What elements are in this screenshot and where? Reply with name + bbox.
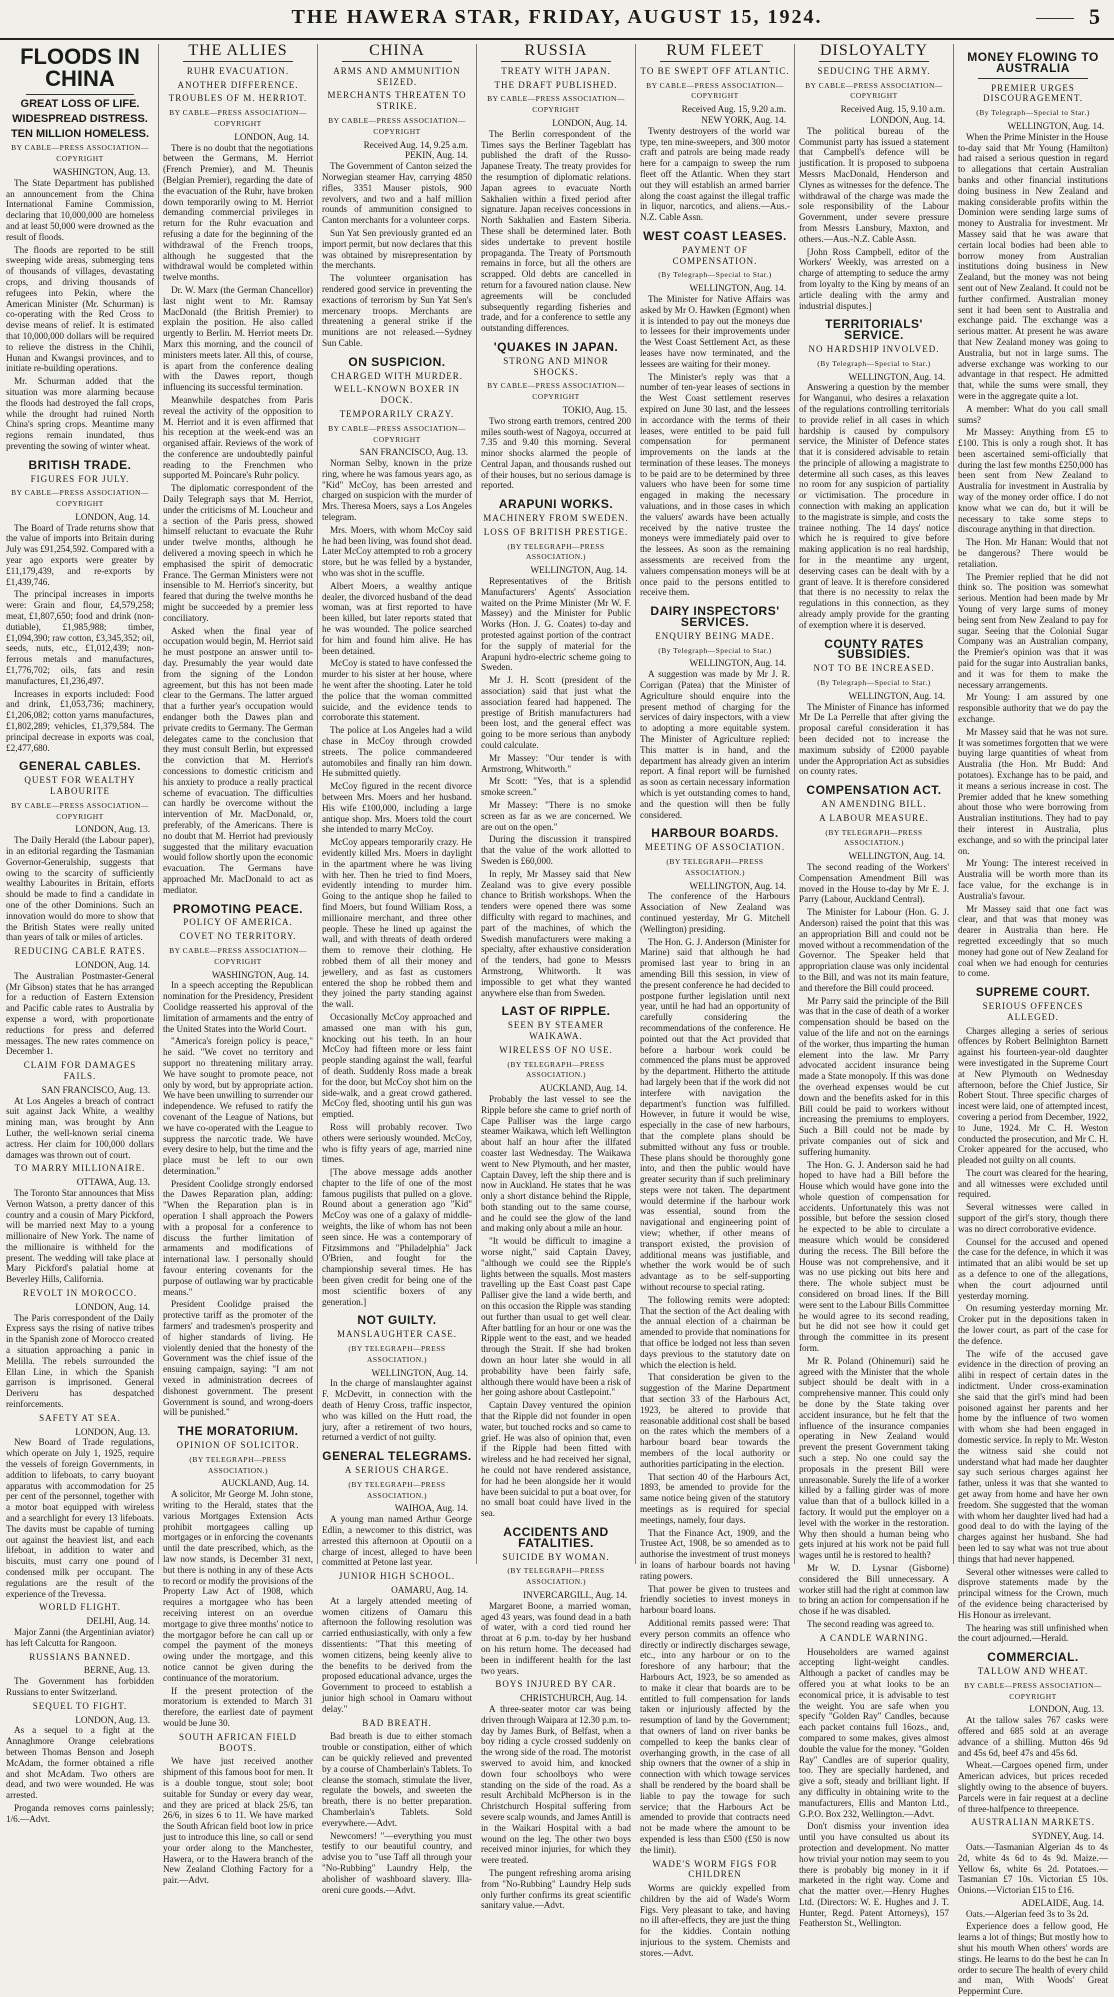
subhead: ENQUIRY BEING MADE. bbox=[655, 630, 775, 641]
credit-line: (By Telegraph—Special to Star.) bbox=[976, 108, 1090, 118]
paragraph: In reply, Mr Massey said that New Zealand was to give every possible chance to British workshops. When the tenders were opened there was some difficulty with regard to machines, and part of the machines, of which the Swedish manufacturers were making a specialty, after exhaustive consideration of the tenders, had gone to Messrs Armstrong, Whitworth. It was impossible to get what they wanted anywhere else than from Sweden. bbox=[481, 868, 631, 998]
dateline: WELLINGTON, Aug. 14. bbox=[530, 565, 627, 576]
advertisement: We have just received another shipment of this famous boot for men. It is a double tongue, stout sole; boot suitable for Sunday or every day wear, and they are priced at black 25/6, tan 26/6, in sizes 6 to 11. We have marked the South African field boot low in price just to introduce this line, so call or send your order along to the Manchester, Hawera, or to the Hawera branch of the New Zealand Clothing Factory for a pair.—Advt. bbox=[163, 1756, 313, 1886]
paragraph: The Minister for Native Affairs was asked by Mr O. Hawken (Egmont) when it is intended to pay out the moneys due to lessees for their improvements under the West Coast Settlement Act, as these leases have now terminated, and the lessees are waiting for their money. bbox=[640, 293, 790, 369]
masthead-rule bbox=[1036, 18, 1074, 19]
paragraph: If the present protection of the moratorium is extended to March 31 therefore, the earliest date of payment would be June 30. bbox=[163, 1685, 313, 1728]
subhead: SEQUEL TO FIGHT. bbox=[32, 1700, 128, 1711]
column-6 bbox=[794, 42, 953, 1929]
advertisement: Householders are warned against accepting light-weight candles. Although a packet of candles may be offered you at what looks to be an economical price, it is advisable to test the weight. You are safe when you specify "Golden Ray" Candles, because each packet contains full 16ozs., and, compared to some makes, gives almost double the value for the money. "Golden Ray" Candles are of superior quality, too. They are specially hardened, and give a soft, steady and brilliant light. If any difficulty in obtaining write to the manufacturers, Ellis and Manton Ltd., G.P.O. Box 232, Wellington.—Advt. bbox=[799, 1646, 949, 1819]
subhead: PAYMENT OF COMPENSATION. bbox=[672, 244, 758, 266]
subhead: JUNIOR HIGH SCHOOL. bbox=[338, 1571, 456, 1582]
paragraph: Several other witnesses were called to disprove statements made by the principal witness for the Crown, much of the evidence being characterised by His Honour as irrelevant. bbox=[958, 1566, 1108, 1620]
paragraph: Oats.—Tasmanian Algerian 4s to 4s 2d, white 4s 6d to 4s 9d. Maize.—Yellow 6s, white 6s 2d. Potatoes.—Tasmanian £7 10s. Victorian £5 10s. Onions.—Victorian £15 to £16. bbox=[958, 1841, 1108, 1896]
credit-line: BY CABLE—PRESS ASSOCIATION—COPYRIGHT bbox=[805, 80, 943, 101]
column-4 bbox=[476, 42, 635, 1911]
paragraph: Margaret Boone, a married woman, aged 43 years, was found dead in a bath of water, with a cord tied round her throat at 6 p.m. to-day by her husband on his return home. The deceased had been in indifferent health for the last two years. bbox=[481, 1600, 631, 1676]
subhead: OPINION OF SOLICITOR. bbox=[176, 1440, 300, 1451]
subhead: WIDESPREAD DISTRESS. bbox=[12, 112, 148, 125]
headline-dairy: DAIRY INSPECTORS' SERVICES. bbox=[650, 604, 780, 630]
headline-harbour: HARBOUR BOARDS. bbox=[651, 826, 779, 841]
paragraph: Counsel for the accused and opened the case for the defence, in which it was intimated that an alibi would be set up as a defence to one of the allegations, when the court adjourned until yesterday morning. bbox=[958, 1236, 1108, 1301]
subhead: A CANDLE WARNING. bbox=[819, 1632, 929, 1643]
paragraph: Mr Scott: "Yes, that is a splendid smoke screen." bbox=[481, 776, 631, 798]
dateline: SYDNEY, Aug. 14. bbox=[1031, 1831, 1104, 1842]
column-5 bbox=[635, 42, 794, 1958]
dateline: SAN FRANCISCO, Aug. 13. bbox=[41, 1084, 150, 1095]
subhead: CLAIM FOR DAMAGES FAILS. bbox=[23, 1060, 137, 1081]
advertisement: The pungent refreshing aroma arising from "No-Rubbing" Laundry Help suds only further confirms its great scientific sanitary value.—Advt. bbox=[481, 1867, 631, 1911]
paragraph: A three-seater motor car was being driven through Waipara at 12.30 p.m. to-day by James Burk, of Belfast, when a boy riding a cycle crossed suddenly on the wrong side of the road. The motorist swerved to avoid him, and knocked down four schoolboys who were standing on the side of the road. As a result Archibald McPherson is in the Christchurch Hospital suffering from severe scalp wounds, and James Antill is in the Waikari Hospital with a bad wound on the leg. The other two boys received minor injuries, for which they were treated. bbox=[481, 1703, 631, 1866]
paragraph: The Board of Trade returns show that the value of imports into Britain during July was £91,254,592. Compared with a year ago exports were greater by £11,179,439, and re-exports by £1,439,746. bbox=[6, 522, 155, 587]
headline-allies: THE ALLIES bbox=[188, 42, 288, 59]
credit-line: (BY TELEGRAPH—PRESS ASSOCIATION.) bbox=[348, 1479, 446, 1500]
advertisement: Worms are quickly expelled from children by the aid of Wade's Worm Figs. Very pleasant to take, and having no ill after-effects, they are just the thing for the kiddies. Contain nothing injurious to the system. Chemists and stores.—Advt. bbox=[640, 1883, 790, 1958]
headline-trade: BRITISH TRADE. bbox=[28, 457, 132, 472]
headline-not-guilty: NOT GUILTY. bbox=[357, 1313, 437, 1328]
subhead: TEMPORARILY CRAZY. bbox=[339, 408, 455, 419]
headline-accidents: ACCIDENTS AND FATALITIES. bbox=[503, 1525, 609, 1550]
subhead: ARMS AND AMMUNITION SEIZED. bbox=[333, 65, 461, 87]
dateline: WASHINGTON, Aug. 14. bbox=[211, 969, 309, 980]
credit-line: BY CABLE—PRESS ASSOCIATION—COPYRIGHT bbox=[328, 423, 466, 444]
subhead: WADE'S WORM FIGS FOR CHILDREN bbox=[652, 1858, 778, 1880]
subhead: BAD BREATH. bbox=[362, 1717, 432, 1728]
paragraph: Mr. Schurman added that the situation was more alarming because the floods had destroyed the fall crops, while the drought had ruined North China's spring crops. Meantime many regions remain inundated, thus preventing the sowing of winter wheat. bbox=[6, 376, 154, 451]
paragraph: Dr. W. Marx (the German Chancellor) last night went to Mr. Ramsay MacDonald (the British Premier) to explain the position. He also called urgently to Berlin. M. Herriot meets Dr. Marx this morning, and the council of ministers meets later. All this, of course, is apart from the conference dealing with the Dawes report, though influencing its successful termination. bbox=[163, 284, 313, 393]
headline-cables: GENERAL CABLES. bbox=[19, 759, 141, 774]
newspaper-title: THE HAWERA STAR, FRIDAY, AUGUST 15, 1924. bbox=[291, 6, 823, 28]
headline-quakes: 'QUAKES IN JAPAN. bbox=[493, 339, 619, 354]
subhead: TALLOW AND WHEAT. bbox=[977, 1665, 1089, 1676]
dateline: SAN FRANCISCO, Aug. 13. bbox=[359, 447, 468, 458]
subhead: STRONG AND MINOR SHOCKS. bbox=[503, 355, 609, 377]
paragraph: The diplomatic correspondent of the Daily Telegraph says that M. Herriot, under the criticisms of M. Loucheur and a section of the Paris press, showed himself reluctant to evacuate the Ruhr under twelve months, although he delivered a moving speech in which he emphasised the spirit of democratic France. The German Ministers were not insensible to M. Herriot's sincerity, but feared that during the twelve months he might be succeeded by a premier less conciliatory. bbox=[163, 483, 313, 623]
paragraph: The floods are reported to be still sweeping wide areas, submerging tens of thousands of villages, devastating crops, and driving thousands of refugees into Pekin, where the American Minister (Mr. Schurman) is co-operating with the Red Cross to devise means of relief. It is estimated that 10,000,000 dollars will be required to relieve the distress in the Chihli, Hunan and Kwangsi provinces, and to initiate re-building operations. bbox=[6, 244, 154, 374]
subhead: AN AMENDING BILL. bbox=[821, 799, 927, 809]
paragraph: The Government of Canton seized the Norwegian steamer Hav, carrying 4850 rifles, 3351 Mauser pistols, 900 revolvers, and two and a half million rounds of ammunition consigned to Canton merchants for a volunteer corps. bbox=[322, 161, 472, 226]
divider bbox=[26, 94, 134, 95]
subhead: SUICIDE BY WOMAN. bbox=[502, 1551, 610, 1562]
paragraph: The police at Los Angeles had a wild chase in McCoy through crowded streets. The police commandeered automobiles and finally ran him down. He submitted quietly. bbox=[322, 725, 472, 779]
paragraph: Representatives of the British Manufacturers' Agents' Association waited on the Prime Minister (Mr W. F. Massey) and the Minister for Public Works (Hon. J. G. Coates) to-day and protested against portion of the contract for the supply of material for the Arapuni hydro-electric scheme going to Sweden. bbox=[481, 576, 631, 673]
dateline: AUCKLAND, Aug. 14. bbox=[221, 1478, 309, 1489]
headline-floods: FLOODS IN CHINA bbox=[20, 44, 140, 91]
paragraph: The principal increases in imports were: Grain and flour, £4,579,258; meat, £1,807,650; food and drink (non-dutiable), £1,985,988; timber, £1,094,390; raw cotton, £3,345,352; oil, seeds, nuts, etc., £1,012,439; non-ferrous metals and manufactures, £1,776,702; oils, fats and resin manufactures, £1,236,497. bbox=[6, 589, 155, 686]
headline-peace: PROMOTING PEACE. bbox=[172, 901, 303, 916]
subhead: WORLD FLIGHT. bbox=[39, 1602, 121, 1613]
dateline: LONDON, Aug. 13. bbox=[75, 1426, 150, 1437]
credit-line: (By Telegraph—Special to Star.) bbox=[658, 645, 772, 655]
subhead: SOUTH AFRICAN FIELD BOOTS. bbox=[178, 1731, 297, 1753]
divider bbox=[342, 61, 452, 62]
dateline: WELLINGTON, Aug. 14. bbox=[689, 658, 786, 669]
dateline: LONDON, Aug. 14. bbox=[75, 1301, 150, 1312]
paragraph: Mrs. Moers, with whom McCoy said he had been living, was found shot dead. Later McCoy attempted to rob a grocery store, but he was felled by a bystander, who was shot in the scuffle. bbox=[322, 524, 472, 579]
paragraph: Mr Massey: "There is no smoke screen as far as we are concerned. We are out on the open." bbox=[481, 800, 631, 832]
paragraph: The Toronto Star announces that Miss Vernon Watson, a pretty dancer of this country and a cousin of Mary Pickford, will be married next May to a young millionaire of New York. The name of the millionaire is withheld for the present. The wedding will take place at Mary Pickford's palatial home at Beverley Hills, California. bbox=[6, 1187, 154, 1285]
subhead: FIGURES FOR JULY. bbox=[30, 473, 130, 484]
masthead bbox=[0, 0, 1114, 40]
credit-line: (By Telegraph—Special to Star.) bbox=[658, 270, 772, 280]
dateline: DELHI, Aug. 14. bbox=[86, 1616, 150, 1627]
subhead: WIRELESS OF NO USE. bbox=[499, 1044, 613, 1055]
dateline: NEW YORK, Aug. 14. bbox=[701, 114, 786, 125]
column-7 bbox=[953, 44, 1112, 1997]
paragraph: Additional remits passed were: That every person commits an offence who directly or indirectly discharges sewage, etc., into any harbour or on to the foreshore of any harbour; that the Harbours Act, 1923, be so amended as to make it clear that boards are to be entitled to full compensation for lands taken or injuriously affected by the resumption of land by the Government; that owners of land on river banks be compelled to keep the banks clear of overhanging growth, in the case of all ship owners that the owner of a ship in connection with which towage services shall be rendered by the board shall be liable to pay the towage for such service; that the Harbours Act be amended to provide that contracts need not be made where the amount to be expended is less than £500 (£50 is now the limit). bbox=[640, 1617, 790, 1855]
headline-commercial: COMMERCIAL. bbox=[987, 1650, 1079, 1665]
dateline: WELLINGTON, Aug. 14. bbox=[689, 283, 786, 294]
subhead: MACHINERY FROM SWEDEN. bbox=[483, 513, 629, 524]
headline-telegrams: GENERAL TELEGRAMS. bbox=[322, 1449, 472, 1464]
credit-line: BY CABLE—PRESS ASSOCIATION—COPYRIGHT bbox=[487, 94, 625, 115]
dateline: LONDON, Aug. 13. bbox=[75, 1714, 150, 1725]
headline-county-rates: COUNTY RATES SUBSIDIES. bbox=[824, 636, 924, 662]
dateline: ADELAIDE, Aug. 14. bbox=[1021, 1897, 1104, 1908]
paragraph: The following remits were adopted: That the section of the Act dealing with the annual election of a chairman be amended to provide that nominations for that office be lodged not less than seven days previous to the statutory date on which the election is held. bbox=[640, 1294, 790, 1370]
subhead: ANOTHER DIFFERENCE. bbox=[177, 79, 299, 90]
dateline: LONDON, Aug. 14. bbox=[75, 511, 150, 522]
dateline: WELLINGTON, Aug. 14. bbox=[689, 880, 786, 891]
subhead: TO MARRY MILLIONAIRE. bbox=[14, 1163, 146, 1174]
credit-line: BY CABLE—PRESS ASSOCIATION—COPYRIGHT bbox=[487, 381, 625, 402]
paragraph: Mr Massey: Anything from £5 to £100. This is only a rough shot. It has been ascertained semi-officially that during the last few months £250,000 has been sent from New Zealand to Australia for investment in Australia by way of the money order office. I do not know what we can do, but it will be necessary to take some steps to discourage anything in that direction. bbox=[958, 427, 1108, 535]
dateline: LONDON, Aug. 13. bbox=[75, 824, 150, 835]
credit-line: BY CABLE—PRESS ASSOCIATION—COPYRIGHT bbox=[964, 1680, 1102, 1701]
paragraph: At a largely attended meeting of women citizens of Oamaru this afternoon the following resolution was carried enthusiastically, with only a few dissentients: "That this meeting of women citizens, being keenly alive to the benefits to be derived from the proposed educational advance, urges the Government to proceed to establish a junior high school in Oamaru without delay." bbox=[322, 1595, 472, 1714]
column-1 bbox=[2, 44, 158, 1824]
paragraph: There is no doubt that the negotiations between the Germans, M. Herriot (French Premier), and M. Theunis (Belgian Premier), regarding the date of the evacuation of the Ruhr, have broken down temporarily owing to M. Herriot demanding commercial privileges in return for the Ruhr evacuation and refusing a date for the beginning of the withdrawal of the French troops, although he suggested that the withdrawal would be completed within twelve months. bbox=[163, 142, 313, 283]
column-3 bbox=[317, 42, 476, 1895]
column-2 bbox=[158, 42, 317, 1886]
paragraph: The political bureau of the Communist party has issued a statement that Campbell's defence will be justification. It is proposed to subpoena Messrs MacDonald, Henderson and Clynes as witnesses for the defence. The withdrawal of the charge was made the sole responsibility of the Labour Government, under severe pressure from Messrs Lansbury, Maxton, and others.—Aus.-N.Z. Cable Assn. bbox=[799, 125, 949, 244]
headline-rum-fleet: RUM FLEET bbox=[666, 42, 764, 59]
subhead: TREATY WITH JAPAN. bbox=[501, 65, 611, 76]
paragraph: Several witnesses were called in support of the girl's story, though there was no direct corroborative evidence. bbox=[958, 1202, 1108, 1234]
divider bbox=[660, 61, 770, 62]
subhead: REDUCING CABLE RATES. bbox=[14, 946, 146, 957]
paragraph: At Los Angeles a breach of contract suit against Jack White, a wealthy mining man, was brought by Ann Luther, the well-known serial cinema actress. Her claim for 100,000 dollars damages was thrown out of court. bbox=[6, 1095, 154, 1160]
headline-arapuni: ARAPUNI WORKS. bbox=[498, 497, 614, 512]
paragraph: Mr Massey said that he was not sure. It was sometimes forgotten that we were buying large quantities of wheat from Australia (the Hon. Mr Budd: And potatoes). Exchange has to be paid, and it means a serious increase in cost. The Premier added that he knew something about those who were borrowing from Australian institutions. They had to pay their interest in Australia, plus exchange, and so with the principal later on. bbox=[958, 726, 1108, 856]
paragraph: [John Ross Campbell, editor of the Workers' Weekly, was arrested on a charge of attempting to seduce the army from loyalty to the King by means of an article dealing with the army and industrial disputes.] bbox=[799, 246, 949, 311]
paragraph: Mr Young: I am assured by one responsible authority that we do pay the exchange. bbox=[958, 692, 1108, 725]
paragraph: The volunteer organisation has rendered good service in preventing the exactions of terrorism by Sun Yat Sen's mercenary troops. Merchants are threatening a general strike if the munitions are not released.—Sydney Sun Cable. bbox=[322, 273, 472, 348]
headline-china: CHINA bbox=[369, 42, 425, 59]
subhead: MANSLAUGHTER CASE. bbox=[336, 1329, 457, 1340]
credit-line: (BY TELEGRAPH—PRESS ASSOCIATION.) bbox=[348, 1344, 446, 1364]
advertisement: Bad breath is due to either stomach trouble or constipation, either of which can be quickly relieved and prevented by a course of Chamberlain's Tablets. To cleanse the stomach, stimulate the liver, regulate the bowels, and sweeten the breath, there is no better preparation. Chamberlain's Tablets. Sold everywhere.—Advt. bbox=[322, 1731, 472, 1828]
dateline: LONDON, Aug. 14. bbox=[552, 117, 627, 128]
dateline: LONDON, Aug. 14. bbox=[234, 131, 309, 142]
headline-disloyalty: DISLOYALTY bbox=[819, 42, 929, 59]
paragraph: Mr J. H. Scott (president of the association) said that just what the association feared had happened. The prestige of British manufacturers had been lost, and the general effect was going to be more serious than anybody could calculate. bbox=[481, 675, 631, 751]
paragraph: The Minister's reply was that a number of ten-year leases of sections in the West Coast settlement reserves expired on June 30 last, and the lessees in accordance with the terms of their leases, were entitled to be paid full compensation for permanent improvements on the lands at the termination of these leases. The moneys to be paid are to be determined by three valuers who have been for some time engaged in making the necessary valuations, and in those cases in which the valuers' awards have been actually received by the native trustee the moneys were immediately paid over to the lessees. As soon as the remaining assessments are received from the valuers compensation moneys will be at once paid to the persons entitled to receive them. bbox=[640, 371, 790, 598]
credit-line: (By Telegraph—Special to Star.) bbox=[817, 678, 931, 688]
paragraph: Mr Young: The interest received in Australia will be worth more than its face value, for the exchange is in Australia's favour. bbox=[958, 858, 1108, 901]
paragraph: Sun Yat Sen previously granted ed an import permit, but now declares that this was obtained by misrepresentation by the merchants. bbox=[322, 227, 472, 271]
divider bbox=[183, 61, 293, 62]
paragraph: That consideration be given to the suggestion of the Marine Department that section 33 of the Harbours Act, 1923, be altered to provide that reasonable additional cost shall be based on the rates which the members of a harbour board bear towards the members of the local authority or authorities participating in the election. bbox=[640, 1372, 790, 1469]
paragraph: A young man named Arthur George Edlin, a newcomer to this district, was arrested this afternoon at Opoutii on a charge of incest, alleged to have been committed at Petone last year. bbox=[322, 1514, 472, 1568]
paragraph: Occasionally McCoy approached and amassed one man with his gun, knocking out his teeth. In an hour McCoy had fifteen more or less faint people standing against the wall, fearful of death. Suddenly Ross made a break for the door, but McCoy shot him on the side-walk, and a great crowd gathered. McCoy fled, shooting until his gun was emptied. bbox=[322, 1011, 472, 1120]
credit-line: BY CABLE—PRESS ASSOCIATION—COPYRIGHT bbox=[169, 108, 307, 128]
advertisement: Proganda removes corns painlessly; 1/6.—Advt. bbox=[6, 1802, 154, 1824]
paragraph: Mr W. D. Lysnar (Gisborne) considered the Bill unnecessary. A worker still had the right at common law to bring an action for compensation if he chose if he was disabled. bbox=[799, 1562, 949, 1617]
headline-territorials: TERRITORIALS' SERVICE. bbox=[825, 317, 923, 343]
dateline: LONDON, Aug. 14. bbox=[75, 959, 150, 970]
paragraph: Two strong earth tremors, centred 200 miles south-west of Nagoya, occurred at 7.35 and 9.40 this morning. Several minor shocks alarmed the people of Central Japan, and thousands rushed out of their houses, but no serious damage is reported. bbox=[481, 415, 631, 491]
received-line: Received Aug. 15, 9.20 a.m. bbox=[681, 104, 786, 115]
paragraph: Probably the last vessel to see the Ripple before she came to grief north of Cape Palliser was the large cargo steamer Waikawa, which left Wellington about half an hour after the illfated coaster last Wednesday. The Waikawa went to New Plymouth, and her master, Captain Davey, left the ship there and is now in Auckland. He states that he was only a short distance behind the Ripple, both standing out to the same course, and he could see the glow of the land and making only about a mile an hour. bbox=[481, 1093, 631, 1234]
paragraph: The second reading was agreed to. bbox=[807, 1618, 935, 1629]
dateline: LONDON, Aug. 13. bbox=[1029, 1704, 1104, 1715]
credit-line: BY CABLE—PRESS ASSOCIATION—COPYRIGHT bbox=[11, 488, 149, 509]
paragraph: The Berlin correspondent of the Times says the Berliner Tageblatt has published the draft of the Russo-Japanese Treaty. The treaty provides for the resumption of diplomatic relations. Japan agrees to evacuate North Sakhalien within a fixed period after signature. Japan receives concessions in North Sakhalien and Eastern Siberia. These shall be determined later. Both sides undertake to prevent hostile propaganda. The Treaty of Portsmouth remains in force, but all the others are scrapped. Old debts are cancelled in return for a favoured nation clause. New agreements will be concluded subsequently regarding fisheries and trade, and for a conference to settle any outstanding differences. bbox=[481, 128, 631, 334]
credit-line: BY CABLE—PRESS ASSOCIATION—COPYRIGHT bbox=[169, 945, 307, 966]
paragraph: At the tallow sales 767 casks were offered and 685 sold at an average advance of a shilling. Mutton 46s 9d and 45s 6d, beef 47s and 45s 6d. bbox=[958, 1715, 1108, 1758]
paragraph: Asked when the final year of occupation would begin, M. Herriot said he must postpone an answer until to-day. Presumably the year would date from the signing of the London agreement, but this has not been made clear to the Germans. The latter argued that a further year's occupation would endanger both the Dawes plan and private credits to Germany. The German delegates came to the conclusion that they must consult Berlin, but expressed the conviction that M. Herriot's concessions to domestic criticism and his anxiety to produce a really practical scheme of evacuation. The difficulties can hardly be overcome without the intervention of Mr. MacDonald, or, preferably, of the Americans. There is no doubt that M. Herriot had previously suggested that the military evacuation would follow shortly upon the economic evacuation. The Germans have approached Mr. MacDonald to act as mediator. bbox=[163, 625, 313, 895]
dateline: WELLINGTON, Aug. 14. bbox=[371, 1367, 468, 1378]
paragraph: The Minister for Labour (Hon. G. J. Anderson) raised the point that this was an appropriation Bill and could not be moved without a recommendation of the Governor. The Speaker held that appropriation clause was only incidental to the Bill, and was not its main feature, and therefore the Bill could proceed. bbox=[799, 907, 949, 993]
subhead: GREAT LOSS OF LIFE. bbox=[20, 98, 140, 110]
subhead: SEDUCING THE ARMY. bbox=[817, 65, 931, 76]
columns bbox=[2, 42, 1112, 1997]
paragraph: A solicitor, Mr George M. John stone, writing to the Herald, states that the various Mortgages Extension Acts prohibit mortgagees calling up mortgages or in enforcing the covenants until the date prescribed, which, as the law now stands, is December 31 next, but there is nothing in any of these Acts to record or modify the provisions of the Property Law Act of 1908, which requires a mortgagee who has been receiving interest on an overdue mortgage to give three months' notice to the mortgagor before he can call up or compel the payment of the moneys owing under the mortgage, and this notice cannot be given during the continuance of the moratorium. bbox=[163, 1489, 313, 1683]
paragraph: When the Prime Minister in the House to-day said that Mr Young (Hamilton) had raised a serious question in regard to allegations that certain Australian banks and other financial institutions doing business in New Zealand and making considerable profits within the Dominion were sending large sums of money to Australia for investment. Mr Massey said that he was aware that certain local bodies had been able to borrow money from Australian institutions doing business in New Zealand, but the money was not being sent out of New Zealand. It could not be further confirmed. Australian money sent it had been sent to Australia and exchange paid. The exchange was a serious matter. At present he was aware that New Zealand money was going to Australia, but not in large sums. The adverse exchange was working to our advantage in that respect. He admitted that, while the sums were small, they were in the aggregate quite a lot. bbox=[958, 131, 1108, 401]
paragraph: Answering a question by the member for Wanganui, who desires a relaxation of the regulations controlling territorials to provide relief in all cases in which hardship is caused by compulsory service, the Minister of Defence states that it is considered advisable to retain the principle of allowing a magistrate to determine all such cases, as this leaves no room for any suspicion of partiality or victimisation. The procedure in connection with making an application to the magistrate is simple, and costs the trainee nothing. The 14 days' notice which he is required to give before making application is no real hardship, for in the meantime any urgent, deserving cases can be dealt with by a grant of leave. It is therefore considered that there is no necessity to relax the regulations in this connection, as they already amply provide for the granting of exemption where it is deserved. bbox=[799, 382, 949, 630]
subhead: NO HARDSHIP INVOLVED. bbox=[808, 343, 940, 354]
paragraph: Captain Davey ventured the opinion that the Ripple did not founder in open water, but touched rocks and so came to grief. He was also of opinion that, even if the Ripple had been fitted with wireless and he had received her signal, he could not have rendered assistance, for had he been alongside her it would have been suicidal to put a boat over, for no small boat could have lived in the sea. bbox=[481, 1400, 631, 1519]
subhead: POLICY OF AMERICA. bbox=[183, 917, 293, 928]
paragraph: Meanwhile despatches from Paris reveal the activity of the opposition to M. Herriot and it is even affirmed that his reception at the week-end was an organised affair. Reviews of the work of the conference are undoubtedly painful reading to the Frenchmen who supported M. Poincare's Ruhr policy. bbox=[163, 394, 313, 481]
headline-russia: RUSSIA bbox=[524, 42, 588, 59]
dateline: WELLINGTON, Aug. 14. bbox=[848, 371, 945, 382]
subhead: QUEST FOR WEALTHY LABOURITE bbox=[24, 775, 136, 797]
subhead: NOT TO BE INCREASED. bbox=[813, 663, 935, 674]
paragraph: The Hon. Mr Hanan: Would that not be dangerous? There would be retaliation. bbox=[958, 537, 1108, 569]
dateline: AUCKLAND, Aug. 14. bbox=[539, 1083, 627, 1094]
paragraph: During the discussion it transpired that the value of the work allotted to Sweden is £60,000. bbox=[481, 834, 631, 866]
paragraph: Increases in exports included: Food and drink, £1,053,736; machinery, £1,206,082; cotton yarns manufactures, £1,802,289; vehicles, £1,379,584. The principal decrease in exports was coal, £2,477,680. bbox=[6, 688, 154, 753]
subhead: SEEN BY STEAMER WAIKAWA. bbox=[507, 1020, 605, 1041]
paragraph: That power be given to trustees and friendly societies to invest moneys in harbour board loans. bbox=[640, 1583, 790, 1616]
paragraph: The Paris correspondent of the Daily Express says the rising of native tribes in the Spanish zone of Morocco created a situation approaching a panic in Melilla. The rebels surrounded the Ellan Line, in which the Spanish garrison is imprisoned. General Deriveru has despatched reinforcements. bbox=[6, 1312, 154, 1410]
credit-line: (BY TELEGRAPH—PRESS ASSOCIATION.) bbox=[507, 1059, 605, 1080]
credit-line: BY CABLE—PRESS ASSOCIATION—COPYRIGHT bbox=[11, 143, 149, 164]
subhead: RUHR EVACUATION. bbox=[186, 65, 290, 76]
subhead: PREMIER URGES DISCOURAGEMENT. bbox=[982, 82, 1084, 104]
headline-money: MONEY FLOWING TO AUSTRALIA bbox=[967, 50, 1099, 75]
credit-line: (BY TELEGRAPH—PRESS ASSOCIATION.) bbox=[189, 1454, 287, 1475]
paragraph: Mr Parry said the principle of the Bill was that in the case of death of a worker compensation should be based on the value of the life and not on the earnings of the worker, thus imparting the human element into the law. Mr Parry advocated accident insurance being made a State monopoly. If this was done the overhead expenses would be cut down and the benefits asked for in this Bill could be paid to workers without increasing the premiums to employers. Such a Bill could not be made by private companies out of sick and suffering humanity. bbox=[799, 995, 949, 1157]
paragraph: The State Department has published an announcement from the China International Famine Commission, declaring that 10,000,000 are homeless and at least 50,000 were drowned as the result of floods. bbox=[6, 177, 154, 242]
paragraph: A suggestion was made by Mr J. R. Corrigan (Patea) that the Minister of Agriculture should enquire into the present method of charging for the services of dairy inspectors, with a view to adopting a more equitable system. The Minister of Agriculture replied: This matter is in hand, and the department has already given an interim report. A final report will be furnished as soon as certain necessary information which is yet outstanding comes to hand, and the question will then be fully considered. bbox=[640, 669, 790, 820]
paragraph: Mr Massey said that one fact was clear, and that was that money was dearer in Australia than here. He regretted exceedingly that so much money had gone out of New Zealand for coal when we had enough for centuries to come. bbox=[958, 903, 1108, 979]
paragraph: Mr R. Poland (Ohinemuri) said he agreed with the Minister that the whole subject should be dealt with in a comprehensive manner. This could only be done by the State taking over accident insurance, but he felt that the influence of the insurance companies operating in New Zealand would prevent the present Government taking such a step. No one could say the proposals in the present Bill were unreasonable. Surely the life of a worker killed by a falling girder was of more value than that of a bullock killed in a factory. It would put the employer on a level with the worker in the restoration. Why then should a human being who gets injured at his work not be paid full wages until he is restored to health? bbox=[799, 1355, 949, 1561]
credit-line: (BY TELEGRAPH—PRESS ASSOCIATION.) bbox=[666, 856, 764, 877]
dateline: WELLINGTON, Aug. 14. bbox=[848, 851, 945, 862]
dateline: CHRISTCHURCH, Aug. 14. bbox=[520, 1693, 627, 1704]
paragraph: Ross will probably recover. Two others were seriously wounded. McCoy, who is fifty years of age, married nine times. bbox=[322, 1121, 472, 1165]
paragraph: The conference of the Harbours Association of New Zealand was continued yesterday, Mr G. Mitchell (Wellington) presiding. bbox=[640, 891, 790, 934]
paragraph: The Premier replied that he did not think so. The position was somewhat serious. Mention had been made by Mr Young of very large sums of money being sent from New Zealand to pay for sugar. Seeing that the Colonial Sugar Company was an Australian company, the Premier's opinion was that it was paid for the sugar into Australian banks, and it was for them to make the necessary arrangements. bbox=[958, 571, 1108, 690]
paragraph: McCoy is stated to have confessed the murder to his sister at her house, where he went after the shooting. Later he told the police that the woman committed suicide, and the evidence tends to corroborate this statement. bbox=[322, 658, 472, 723]
dateline: WELLINGTON, Aug. 14. bbox=[1007, 120, 1104, 131]
paragraph: The Hon. G. J. Anderson said he had hoped to have had a Bill before the House which would have gone into the whole question of compensation for accidents. Unfortunately this was not possible, but before the session closed he expected to be able to circulate a measure which would be considered during the recess. The Bill before the House was not comprehensive, and it was no use picking out bits here and there. The whole subject must be considered on broad lines. If the Bill were sent to the Labour Bills Committee he would agree to its second reading, but he did not see how it could get through the committee in its present form. bbox=[799, 1159, 949, 1354]
subhead: TEN MILLION HOMELESS. bbox=[10, 127, 150, 140]
paragraph: "America's foreign policy is peace," he said. "We covet no territory and support no threatening military array. We have sought to promote peace, not only by word, but by appropriate action. We have been unwilling to surrender our independence. We refused to ratify the covenant of the League of Nations, but we have co-operated with the League to suppress the narcotic trade. We have every desire to help, but the time and the place must be left to our own determination." bbox=[163, 1036, 313, 1176]
paragraph: President Coolidge praised the protective tariff as the promoter of the farmers' and tradesmen's prosperity and of higher standards of living. He violently denied that the honesty of the Government was the chief issue of the ensuing campaign, saying: "I am not vexed in administration decrees of dishonest government. The present Government is sound, and wrong-doers will be punished." bbox=[163, 1299, 313, 1418]
credit-line: BY CABLE—PRESS ASSOCIATION—COPYRIGHT bbox=[646, 80, 784, 101]
advertisement: Experience does a fellow good, He learns a lot of things; But mostly how to shut his mouth When others' words are stings. He learns to do the best he can In order to secure The health of every child and man, With Woods' Great Peppermint Cure. bbox=[958, 1921, 1108, 1997]
subhead: LOSS OF BRITISH PRESTIGE. bbox=[483, 526, 629, 537]
paragraph: Twenty destroyers of the world war type, ten mine-sweepers, and 300 motor craft and patrols are being made ready here for a campaign to sweep the rum fleet off the Atlantic. When they start out they will establish an armed barrier along the coast against the illegal traffic in liquor, narcotics, and aliens.—Aus.-N.Z. Cable Assn. bbox=[640, 125, 790, 223]
subhead: SERIOUS OFFENCES ALLEGED. bbox=[982, 1000, 1084, 1022]
paragraph: The Daily Herald (the Labour paper), in an editorial regarding the Tasmanian Governor-Generalship, suggests that owing to the scarcity of sufficiently wealthy Labourites in Britain, efforts should be made to find a candidate in one of the other Dominions. Such an innovation would do more to show that the British States were really united than years of talk or miles of articles. bbox=[6, 835, 154, 943]
paragraph: President Coolidge strongly endorsed the Dawes Reparation plan, adding: "When the Reparation plan is in operation I shall approach the Powers with a proposal for a conference to discuss the further limitation of armaments and modifications of international law. I personally should favour entering covenants for the purpose of outlawing war by practicable means." bbox=[163, 1178, 313, 1297]
paragraph: In the charge of manslaughter against F. McDevitt, in connection with the death of Henry Cross, traffic inspector, who was killed on the Hutt road, the jury, after a retirement of two hours, returned a verdict of not guilty. bbox=[322, 1378, 472, 1443]
paragraph: Charges alleging a series of serious offences by Robert Bellnighton Barnett against his fourteen-year-old daughter were investigated in the Supreme Court at New Plymouth on Wednesday afternoon, before the Chief Justice, Sir Robert Stout. Three specific charges of incest were laid, one of attempted incest, covering a period from December, 1922, to June, 1924. Mr C. H. Weston conducted the prosecution, and Mr C. H. Croker appeared for the accused, who pleaded not guilty on all counts. bbox=[958, 1025, 1109, 1166]
paragraph: Albert Moers, a wealthy antique dealer, the divorced husband of the dead woman, was at first reported to have been killed, but later reports stated that he was wounded. The police searched for him and found him alive. He has been detained. bbox=[322, 580, 472, 656]
dateline: OTTAWA, Aug. 13. bbox=[76, 1177, 150, 1188]
paragraph: The Hon. G. J. Anderson (Minister for Marine) said that although he had promised last year to bring in an amending Bill this session, in view of the present conference he had decided to postpone further legislation until next year, until he had had an opportunity of carefully considering the recommendations of the conference. He pointed out that the Act provided that before a harbour work could be commenced the plans must be approved by the department. Hitherto the attitude had largely been that if the work did not interfere with navigation the department's function was fulfilled. However, in future it would be wise, especially in the case of new harbours, that the complete plans should be submitted without any fuss or trouble. These plans should be thoroughly gone into, and then the public would have greater security than if such preliminary steps were not taken. The department would determine if the harbour work was essential, sound from the navigational and engineering point of view; whether, if other means of transport existed, the provision of additional means was justifiable, and whether the work would be of such advantage as to be self-supporting without recourse to special rating. bbox=[640, 936, 790, 1293]
headline-ripple: LAST OF RIPPLE. bbox=[501, 1004, 611, 1019]
dateline: LONDON, Aug. 14. bbox=[870, 114, 945, 125]
dateline: PEKIN, Aug. 14. bbox=[404, 150, 468, 161]
paragraph: New Board of Trade regulations, which operate on July 1, 1925, require the vessels of foreign Governments, in addition to lifeboats, to carry buoyant apparatus with accommodation for 25 per cent of the personnel, together with a motor boat equipped with wireless and a searchlight for every 13 lifeboats. The davits must be capable of turning out against the heaviest list, and each lifeboat, in addition to water and biscuits, must carry one pound of condensed milk per occupant. The regulations are the result of the experience of the Trevessa. bbox=[6, 1437, 154, 1599]
received-line: Received Aug. 15, 9.10 a.m. bbox=[840, 104, 945, 115]
headline-compensation: COMPENSATION ACT. bbox=[806, 783, 942, 798]
paragraph: The hearing was still unfinished when the court adjourned.—Herald. bbox=[958, 1622, 1108, 1644]
credit-line: (BY TELEGRAPH—PRESS ASSOCIATION.) bbox=[507, 1566, 605, 1587]
paragraph: The Australian Postmaster-General (Mr Gibson) states that he has arranged for a reduction of Eastern Extension and Pacific cable rates to Australia by expense a word, with proportionate reductions for press and deferred messages. The new rates commence on December 1. bbox=[6, 970, 154, 1057]
dateline: OAMARU, Aug. 14. bbox=[391, 1584, 468, 1595]
subhead: AUSTRALIAN MARKETS. bbox=[970, 1817, 1095, 1828]
headline-moratorium: THE MORATORIUM. bbox=[177, 1424, 299, 1439]
page-number: 5 bbox=[1089, 4, 1100, 29]
credit-line: (By Telegraph—Special to Star.) bbox=[817, 358, 931, 368]
credit-line: BY CABLE—PRESS ASSOCIATION—COPYRIGHT bbox=[11, 800, 149, 821]
paragraph: Major Zanni (the Argentinian aviator) has left Calcutta for Rangoon. bbox=[6, 1626, 154, 1648]
divider bbox=[501, 61, 611, 62]
paragraph: In a speech accepting the Republican nomination for the Presidency, President Coolidge reasserted his approval of the limitation of armaments and the entry of the United States into the World Court. bbox=[163, 980, 313, 1034]
paragraph: The Minister of Finance has informed Mr De La Perrelle that after giving the proposal careful consideration it has been decided not to increase the maximum subsidy of £2000 payable under the Appropriation Act as subsidies on county rates. bbox=[799, 701, 949, 777]
subhead: THE DRAFT PUBLISHED. bbox=[494, 79, 618, 90]
advertisement: Don't dismiss your invention idea until you have consulted us about its protection and development. No matter how trivial your notion may seem to you there is probably big money in it if marketed in the right way. Come and chat the matter over.—Henry Hughes Ltd. (Directors: W. E. Hughes and J. T. Hunter, Regd. Patent Attorneys), 157 Featherston St., Wellington. bbox=[799, 1821, 949, 1929]
paragraph: A member: What do you call small sums? bbox=[958, 403, 1108, 425]
credit-line: (BY TELEGRAPH—PRESS ASSOCIATION.) bbox=[507, 541, 605, 562]
paragraph: The wife of the accused gave evidence in the direction of proving an alibi in respect of certain dates in the indictment. Under cross-examination she said that the girl's mind had been poisoned against her parents and her home by the influence of two women with whom she had been engaged in domestic service. In reply to Mr. Weston the witness said she could not understand what had made her daughter say such serious charges against her father, unless it was that she wanted to get away from home and have her own freedom. She suggested that the woman with whom her daughter lived had had a good deal to do with the laying of the charges against her husband. She had been led to say what was not true about things that had never happened. bbox=[958, 1348, 1108, 1564]
advertisement: Newcomers! "—everything you must testify to our beautiful country, and advise you to "use Taff all through your "No-Rubbing" Laundry Help, the abolisher of washboard slavery. Illa-oreni cure goods.—Advt. bbox=[322, 1830, 472, 1895]
credit-line: (BY TELEGRAPH—PRESS ASSOCIATION.) bbox=[825, 827, 923, 848]
paragraph: Oats.—Algerian feed 3s to 3s 2d. bbox=[966, 1908, 1089, 1919]
divider bbox=[978, 78, 1088, 79]
paragraph: That section 40 of the Harbours Act, 1893, be amended to provide for the same notice being given of the statutory meetings as is required for special meetings, namely, four days. bbox=[640, 1471, 790, 1525]
headline-west-coast: WEST COAST LEASES. bbox=[643, 228, 787, 243]
paragraph: As a sequel to a fight at the Annaghmore Orange celebrations between Thomas Benson and Joseph McAdam, the former obtained a rifle and shot McAdam. Two others are dead, and two were wounded. He was arrested. bbox=[6, 1725, 154, 1801]
subhead: REVOLT IN MOROCCO. bbox=[22, 1288, 138, 1299]
headline-supreme-court: SUPREME COURT. bbox=[975, 985, 1091, 1000]
paragraph: The court was cleared for the hearing, and all witnesses were excluded until required. bbox=[958, 1167, 1108, 1200]
paragraph: On resuming yesterday morning Mr. Croker put in the depositions taken in the lower court, as part of the case for the defence. bbox=[958, 1303, 1108, 1346]
paragraph: [The above message adds another chapter to the life of one of the most famous pugilists that pulled on a glove. Round about a generation ago "Kid" McCoy was one of a galaxy of middle-weights, the like of whom has not been seen since. He was a contemporary of Fitzsimmons and "Philadelphia" Jack O'Brien, and fought for the championship several times. He has been given credit for being one of the most scientific boxers of any generation.] bbox=[322, 1167, 472, 1307]
paragraph: "It would be difficult to imagine a worse night," said Captain Davey, "although we could see the Ripple's lights between the squalls. Most masters travelling up the East Coast past Cape Palliser give the land a wide berth, and on this occasion the Ripple was standing out further than usual to get well clear. After battling for an hour or one was the Ripple went to the east, and we headed through the Strait. If she had broken down an hour later she would in all probability have been fairly safe, although there would have been a risk of her going ashore about Castlepoint." bbox=[481, 1236, 631, 1398]
subhead: BOYS INJURED BY CAR. bbox=[495, 1679, 617, 1690]
subhead: A SERIOUS CHARGE. bbox=[344, 1465, 450, 1476]
subhead: MEETING OF ASSOCIATION. bbox=[644, 842, 786, 853]
divider bbox=[819, 61, 929, 62]
credit-line: BY CABLE—PRESS ASSOCIATION—COPYRIGHT bbox=[328, 115, 466, 136]
paragraph: McCoy figured in the recent divorce between Mrs. Moers and her husband. His wife £100,000, including a large antique shop. Mrs. Moers told the court she intended to marry McCoy. bbox=[322, 781, 472, 835]
subhead: COVET NO TERRITORY. bbox=[179, 931, 297, 942]
subhead: SAFETY AT SEA. bbox=[39, 1412, 121, 1423]
paragraph: The Government has forbidden Russians to enter Switzerland. bbox=[6, 1676, 154, 1697]
subhead: TO BE SWEPT OFF ATLANTIC. bbox=[640, 65, 790, 76]
dateline: WELLINGTON, Aug. 14. bbox=[848, 690, 945, 701]
paragraph: The second reading of the Workers' Compensation Amendment Bill was moved in the House to-day by Mr E. J. Parry (Labour, Auckland Central). bbox=[799, 861, 949, 905]
paragraph: That the Finance Act, 1909, and the Trustee Act, 1908, be so amended as to authorise the investment of trust moneys in loans of harbour boards not having rating powers. bbox=[640, 1527, 790, 1581]
paragraph: McCoy appears temporarily crazy. He evidently killed Mrs. Moers in daylight in the apartment where he was living with her. Then he tried to find Moers, evidently intending to murder him. Going to the antique shop he failed to find Moers, but found William Ross, a millionaire merchant, and three other people. These he lined up against the wall, and with threats of death ordered them to remove their clothing. He robbed them of all their money and jewellery, and as fast as customers entered the shop he robbed them and they joined the party standing against the wall. bbox=[322, 837, 472, 1010]
subhead: MERCHANTS THREATEN TO STRIKE. bbox=[327, 90, 467, 112]
dateline: WAIHOA, Aug. 14. bbox=[394, 1503, 468, 1514]
dateline: INVERCARGILL, Aug. 14. bbox=[523, 1589, 627, 1600]
subhead: A LABOUR MEASURE. bbox=[819, 812, 929, 823]
headline-suspicion: ON SUSPICION. bbox=[348, 354, 446, 369]
paragraph: Mr Massey: "Our tender is with Armstrong, Whitworth." bbox=[481, 752, 631, 774]
dateline: TOKIO, Aug. 15. bbox=[562, 404, 627, 415]
received-line: Received Aug. 14, 9.25 a.m. bbox=[363, 139, 468, 150]
subhead: CHARGED WITH MURDER. bbox=[330, 370, 464, 381]
subhead: TROUBLES OF M. HERRIOT. bbox=[168, 93, 308, 104]
dateline: BERNE, Aug. 13. bbox=[83, 1665, 150, 1676]
paragraph: Wheat.—Cargoes opened firm, under American advices, but prices receded slightly owing to the absence of buyers. Parcels were in fair request at a decline of three-halfpence to threepence. bbox=[958, 1760, 1108, 1814]
subhead: RUSSIANS BANNED. bbox=[29, 1651, 131, 1662]
paragraph: Norman Selby, known in the prize ring, where he was famous years ago, as "Kid" McCoy, has been arrested and charged on suspicion with the murder of Mrs. Theresa Moers, says a Los Angeles telegram. bbox=[322, 458, 472, 523]
subhead: WELL-KNOWN BOXER IN DOCK. bbox=[334, 384, 460, 406]
dateline: WASHINGTON, Aug. 13. bbox=[52, 166, 150, 177]
